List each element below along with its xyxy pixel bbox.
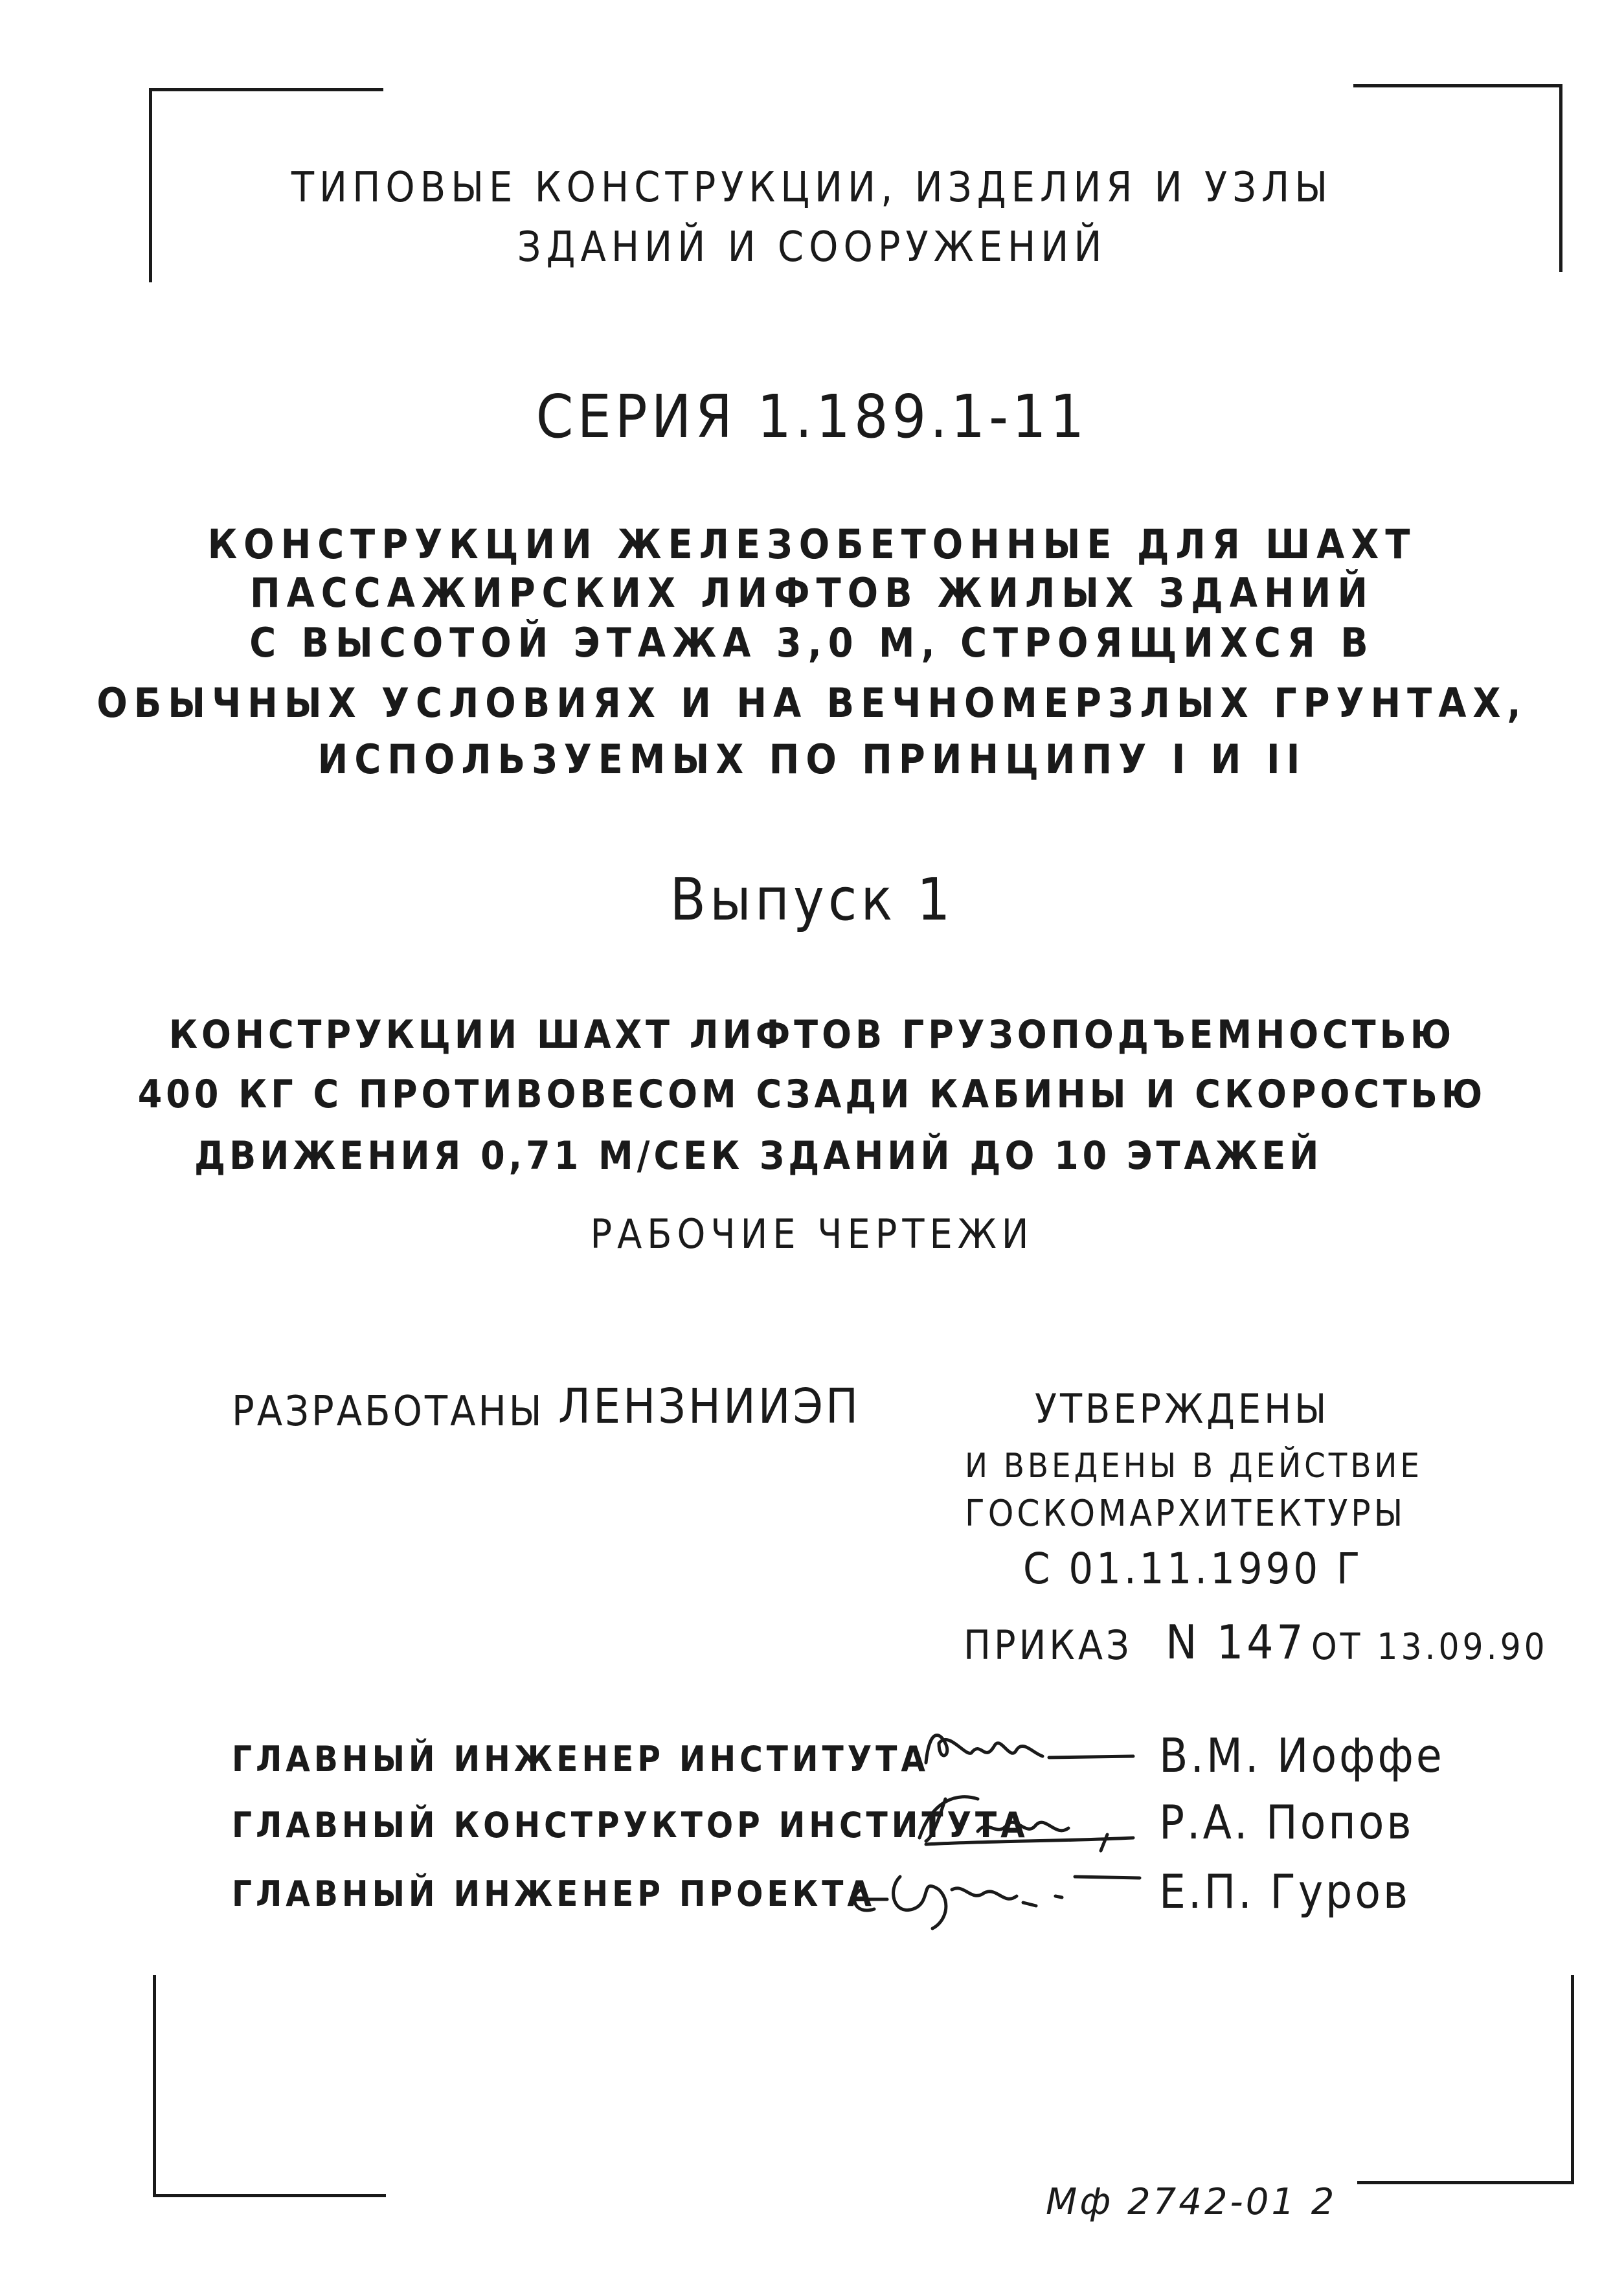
handwritten-signature-1 xyxy=(919,1717,1153,1782)
issue-number: Выпуск 1 xyxy=(670,866,954,934)
approved-date: С 01.11.1990 Г xyxy=(1023,1544,1364,1594)
order-label: ПРИКАЗ xyxy=(964,1622,1133,1669)
title-line-2: ПАССАЖИРСКИХ ЛИФТОВ ЖИЛЫХ ЗДАНИЙ xyxy=(249,569,1375,616)
signature-role-2: ГЛАВНЫЙ КОНСТРУКТОР ИНСТИТУТА xyxy=(232,1805,1029,1846)
handwritten-signature-3 xyxy=(842,1851,1153,1935)
footer-document-mark: Мф 2742-01 2 xyxy=(1046,2181,1337,2223)
frame-top-right-horizontal xyxy=(1353,84,1561,87)
signature-role-1: ГЛАВНЫЙ ИНЖЕНЕР ИНСТИТУТА xyxy=(232,1739,929,1780)
order-date: ОТ 13.09.90 xyxy=(1311,1626,1548,1668)
title-line-4: ОБЫЧНЫХ УСЛОВИЯХ И НА ВЕЧНОМЕРЗЛЫХ ГРУНТАХ, xyxy=(96,679,1528,727)
title-line-5: ИСПОЛЬЗУЕМЫХ ПО ПРИНЦИПУ I И II xyxy=(317,736,1307,783)
frame-top-left-horizontal xyxy=(150,88,383,91)
subtitle-line-1: КОНСТРУКЦИИ ШАХТ ЛИФТОВ ГРУЗОПОДЪЕМНОСТЬЮ xyxy=(168,1012,1456,1057)
signature-name-3: Е.П. Гуров xyxy=(1159,1864,1411,1919)
developer-organization: ЛЕНЗНИИЭП xyxy=(558,1379,861,1434)
subtitle-line-3: ДВИЖЕНИЯ 0,71 М/СЕК ЗДАНИЙ ДО 10 ЭТАЖЕЙ xyxy=(194,1133,1323,1179)
header-line-1: ТИПОВЫЕ КОНСТРУКЦИИ, ИЗДЕЛИЯ И УЗЛЫ xyxy=(291,164,1333,212)
signature-name-1: В.М. Иоффе xyxy=(1159,1728,1445,1783)
title-line-3: С ВЫСОТОЙ ЭТАЖА 3,0 М, СТРОЯЩИХСЯ В xyxy=(249,619,1375,666)
handwritten-signature-2 xyxy=(907,1780,1153,1857)
signature-role-3: ГЛАВНЫЙ ИНЖЕНЕР ПРОЕКТА xyxy=(232,1873,876,1914)
signature-name-2: Р.А. Попов xyxy=(1159,1795,1414,1849)
frame-bottom-left-vertical xyxy=(153,1975,156,2195)
approved-line-1: УТВЕРЖДЕНЫ xyxy=(1035,1385,1330,1432)
frame-bottom-right-horizontal xyxy=(1357,2181,1574,2184)
subtitle-line-2: 400 КГ С ПРОТИВОВЕСОМ СЗАДИ КАБИНЫ И СКОРОСТЬЮ xyxy=(137,1072,1487,1117)
developed-label: РАЗРАБОТАНЫ xyxy=(232,1388,545,1436)
order-number: N 147 xyxy=(1166,1615,1307,1669)
title-line-1: КОНСТРУКЦИИ ЖЕЛЕЗОБЕТОННЫЕ ДЛЯ ШАХТ xyxy=(207,521,1417,568)
approved-line-3: ГОСКОМАРХИТЕКТУРЫ xyxy=(965,1493,1406,1535)
work-drawings-label: РАБОЧИЕ ЧЕРТЕЖИ xyxy=(590,1210,1034,1258)
series-number: СЕРИЯ 1.189.1-11 xyxy=(536,382,1088,451)
approved-line-2: И ВВЕДЕНЫ В ДЕЙСТВИЕ xyxy=(965,1447,1423,1486)
header-line-2: ЗДАНИЙ И СООРУЖЕНИЙ xyxy=(517,223,1107,271)
frame-bottom-right-vertical xyxy=(1571,1975,1574,2182)
frame-bottom-left-horizontal xyxy=(153,2194,386,2197)
